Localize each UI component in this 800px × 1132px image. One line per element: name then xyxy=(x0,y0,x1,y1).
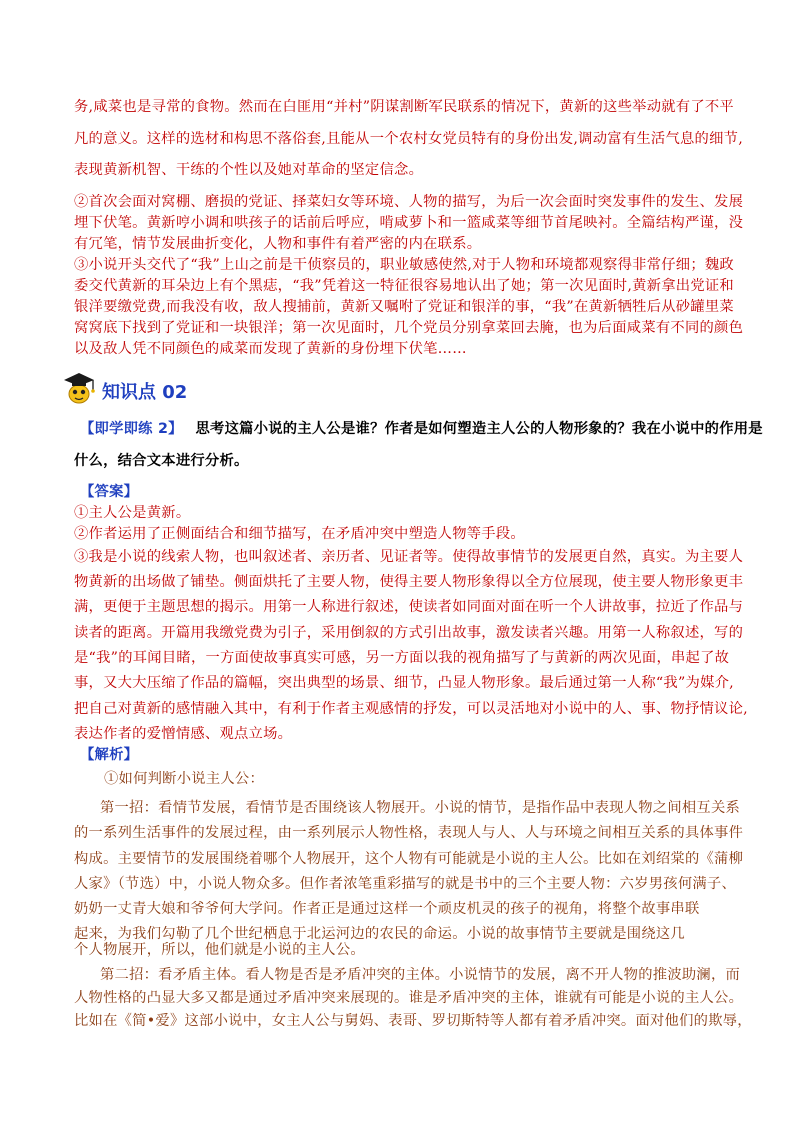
text-line: 表现黄新机智、干练的个性以及她对革命的坚定信念。 xyxy=(74,162,424,178)
answer-item: ①主人公是黄新。 xyxy=(74,505,191,521)
analysis-point: ①如何判断小说主人公： xyxy=(104,771,265,787)
text-line: 满，更便于主题思想的揭示。用第一人称进行叙述，使读者如同面对面在听一个人讲故事，拉近了作品与 xyxy=(74,599,744,615)
text-line: 银洋要缴党费,而我没有收，敌人搜捕前，黄新又嘱咐了党证和银洋的事，“我”在黄新牺牲后从砂罐里菜 xyxy=(74,299,734,315)
text-line: 事，又大大压缩了作品的篇幅，突出典型的场景、细节，凸显人物形象。最后通过第一人称“我”为媒介, xyxy=(74,675,734,691)
text-line: 奶奶一丈青大娘和爷爷何大学问。作者正是通过这样一个顽皮机灵的孩子的视角，将整个故事串联 xyxy=(74,901,700,917)
text-line: 凡的意义。这样的选材和构思不落俗套,且能从一个农村女党员特有的身份出发,调动富有生活气息的细节, xyxy=(74,131,743,147)
text-line: 有冗笔，情节发展曲折变化，人物和事件有着严密的内在联系。 xyxy=(74,236,482,252)
text-line: 把自己对黄新的感情融入其中，有利于作者主观感情的抒发，可以灵活地对小说中的人、事、物抒情议论, xyxy=(74,701,748,717)
text-line: 窝窝底下找到了党证和一块银洋；第一次见面时，几个党员分别拿菜回去腌，也为后面咸菜有不同的颜色 xyxy=(74,320,744,336)
text-line: ②首次会面对窝棚、磨损的党证、择菜妇女等环境、人物的描写，为后一次会面时突发事件的发生、发展 xyxy=(74,194,744,210)
exercise-question-line1: 思考这篇小说的主人公是谁？作者是如何塑造主人公的人物形象的？我在小说中的作用是 xyxy=(195,421,763,437)
text-line: 以及敌人凭不同颜色的咸菜而发现了黄新的身份埋下伏笔…… xyxy=(74,341,467,357)
text-line: 务,咸菜也是寻常的食物。然而在白匪用“并村”阴谋割断军民联系的情况下，黄新的这些举动就有了不平 xyxy=(74,99,734,115)
text-line: 表达作者的爱憎情感、观点立场。 xyxy=(74,726,293,742)
text-line: 人家》（节选）中，小说人物众多。但作者浓笔重彩描写的就是书中的三个主要人物：六岁男孩何满子、 xyxy=(74,876,737,892)
answer-label: 【答案】 xyxy=(80,484,139,500)
exercise-label: 【即学即练 2】 xyxy=(80,421,183,437)
section-heading-text: 知识点 02 xyxy=(102,382,188,403)
section-heading xyxy=(60,372,187,404)
text-line: 比如在《简•爱》这部小说中，女主人公与舅妈、表哥、罗切斯特等人都有着矛盾冲突。面对他们的欺辱， xyxy=(74,1013,752,1029)
text-line: 的一系列生活事件的发展过程，由一系列展示人物性格，表现人与人、人与环境之间相互关系的具体事件 xyxy=(74,825,744,841)
exercise-question-line2: 什么，结合文本进行分析。 xyxy=(74,453,249,469)
text-line: 读者的距离。开篇用我缴党费为引子，采用倒叙的方式引出故事，激发读者兴趣。用第一人称叙述，写的 xyxy=(74,625,744,641)
text-line: 第一招：看情节发展，看情节是否围绕该人物展开。小说的情节，是指作品中表现人物之间相互关系 xyxy=(100,800,741,816)
analysis-label: 【解析】 xyxy=(80,747,139,763)
text-line: 第二招：看矛盾主体。看人物是否是矛盾冲突的主体。小说情节的发展，离不开人物的推波助澜，而 xyxy=(100,967,741,983)
text-line: 是“我”的耳闻目睹，一方面使故事真实可感，另一方面以我的视角描写了与黄新的两次见面，串起了故 xyxy=(74,650,730,666)
text-line: 埋下伏笔。黄新哼小调和哄孩子的话前后呼应，啃咸萝卜和一篮咸菜等细节首尾映衬。全篇结构严谨，没 xyxy=(74,215,744,231)
text-line: 构成。主要情节的发展围绕着哪个人物展开，这个人物有可能就是小说的主人公。比如在刘绍棠的《蒲柳 xyxy=(74,851,744,867)
text-line: 起来，为我们勾勒了几个世纪栖息于北运河边的农民的命运。小说的故事情节主要就是围绕这几 xyxy=(74,926,685,942)
text-line: ③我是小说的线索人物，也叫叙述者、亲历者、见证者等。使得故事情节的发展更自然，真实。为主要人 xyxy=(74,549,744,565)
text-line: ③小说开头交代了“我”上山之前是干侦察员的，职业敏感使然,对于人物和环境都观察得非常仔细；魏政 xyxy=(74,257,734,273)
text-line: 人物性格的凸显大多又都是通过矛盾冲突来展现的。谁是矛盾冲突的主体，谁就有可能是小说的主人公。 xyxy=(74,990,744,1006)
text-line: 个人物展开，所以，他们就是小说的主人公。 xyxy=(74,942,365,958)
exercise-question xyxy=(80,420,763,438)
graduate-cap-icon xyxy=(60,370,98,404)
text-line: 委交代黄新的耳朵边上有个黑痣，“我”凭着这一特征很容易地认出了她；第一次见面时,黄新拿出党证和 xyxy=(74,278,734,294)
text-line: 物黄新的出场做了铺垫。侧面烘托了主要人物，使得主要人物形象得以全方位展现，使主要人物形象更丰 xyxy=(74,574,744,590)
answer-item: ②作者运用了正侧面结合和细节描写，在矛盾冲突中塑造人物等手段。 xyxy=(74,526,525,542)
